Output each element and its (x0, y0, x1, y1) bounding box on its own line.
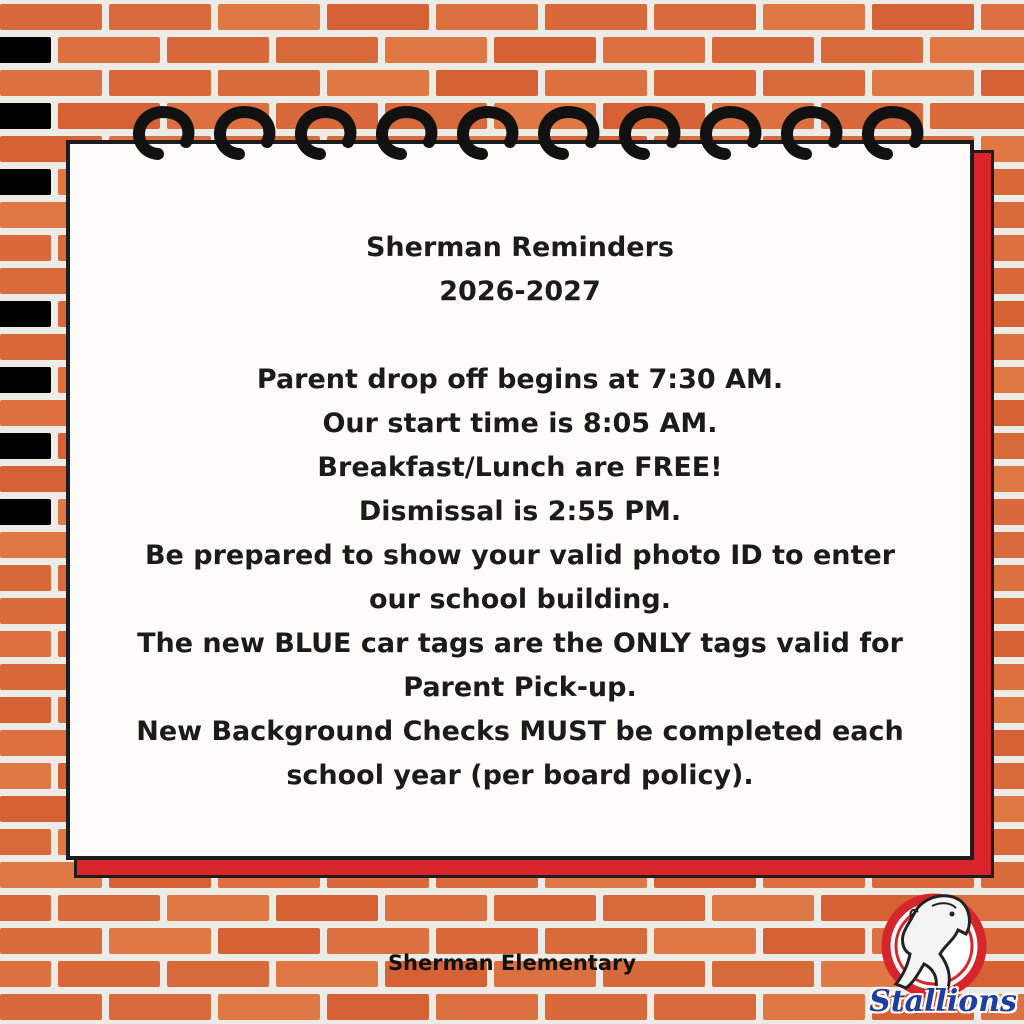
reminder-line: Dismissal is 2:55 PM. (358, 496, 682, 527)
note-text (66, 226, 974, 798)
note-year: 2026-2027 (439, 276, 601, 307)
reminder-line: The new BLUE car tags are the ONLY tags valid for (137, 628, 903, 659)
reminder-line: Parent drop off begins at 7:30 AM. (256, 364, 784, 395)
reminder-line: school year (per board policy). (286, 760, 754, 791)
note-title: Sherman Reminders (365, 232, 674, 263)
reminder-line: Our start time is 8:05 AM. (322, 408, 718, 439)
reminder-line: New Background Checks MUST be completed each (136, 716, 904, 747)
spiral-binding-icon (0, 92, 1024, 172)
reminder-line: Parent Pick-up. (403, 672, 637, 703)
reminder-line: our school building. (369, 584, 671, 615)
reminder-line: Breakfast/Lunch are FREE! (317, 452, 723, 483)
logo-wordmark: Stallions (869, 984, 1017, 1019)
reminder-line: Be prepared to show your valid photo ID to enter (144, 540, 896, 571)
school-name: Sherman Elementary (387, 951, 637, 975)
